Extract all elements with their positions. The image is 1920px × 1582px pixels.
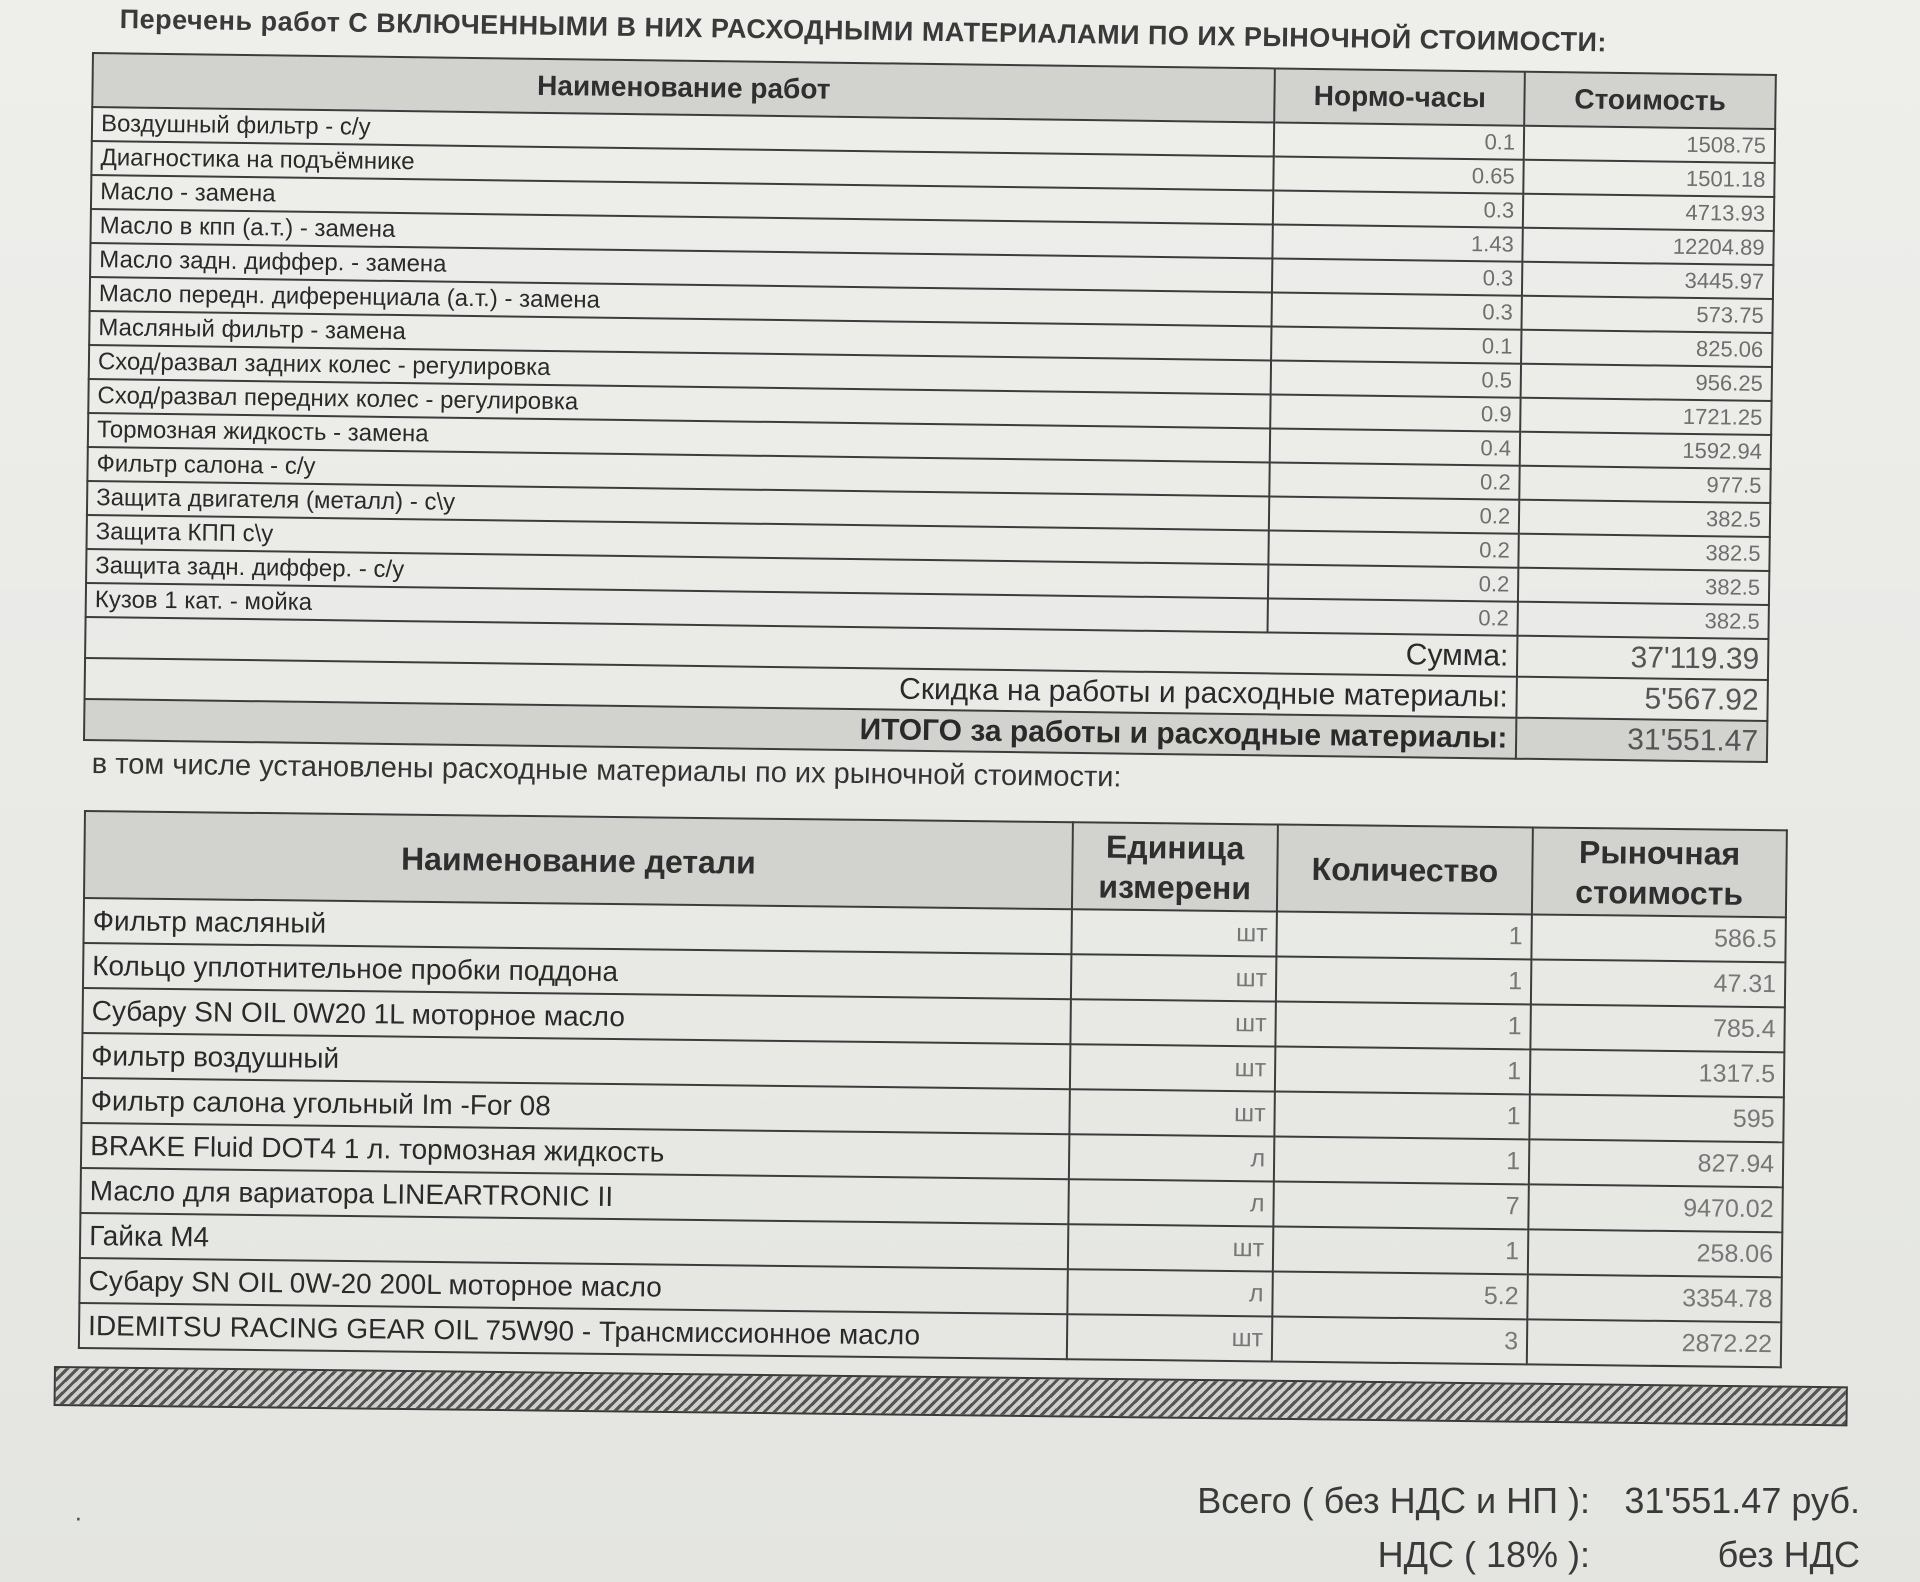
total-label: ИТОГО за работы и расходные материалы: xyxy=(84,699,1517,759)
work-name: Масло - замена xyxy=(91,175,1274,224)
document-title: Перечень работ С ВКЛЮЧЕННЫМИ В НИХ РАСХОДНЫМИ МАТЕРИАЛАМИ ПО ИХ РЫНОЧНОЙ СТОИМОСТИ: xyxy=(119,4,1608,58)
work-cost: 1721.25 xyxy=(1520,398,1771,435)
work-cost: 977.5 xyxy=(1519,466,1770,503)
work-name: Защита КПП с\у xyxy=(86,515,1269,564)
part-cost: 3354.78 xyxy=(1527,1274,1781,1322)
work-hours: 0.1 xyxy=(1274,122,1524,159)
vat-row xyxy=(1100,1528,1860,1582)
work-hours: 0.3 xyxy=(1272,258,1522,295)
parts-header-name: Наименование детали xyxy=(84,811,1073,909)
part-cost: 1317.5 xyxy=(1530,1049,1784,1097)
part-qty: 7 xyxy=(1273,1182,1528,1230)
part-unit: шт xyxy=(1070,999,1275,1046)
parts-header-cost: Рыночная стоимость xyxy=(1532,827,1787,917)
part-cost: 258.06 xyxy=(1528,1229,1782,1277)
part-qty: 1 xyxy=(1274,1092,1529,1140)
part-name: Субару SN OIL 0W-20 200L моторное масло xyxy=(79,1258,1067,1314)
part-qty: 3 xyxy=(1272,1317,1527,1365)
part-name: Кольцо уплотнительное пробки поддона xyxy=(83,943,1071,999)
part-unit: шт xyxy=(1071,909,1276,956)
part-cost: 595 xyxy=(1529,1094,1783,1142)
sum-value: 37'119.39 xyxy=(1517,636,1768,680)
part-qty: 1 xyxy=(1276,957,1531,1005)
part-name: IDEMITSU RACING GEAR OIL 75W90 - Трансмиссионное масло xyxy=(79,1303,1067,1359)
parts-table xyxy=(78,810,1788,1368)
grand-total-row xyxy=(1100,1474,1860,1528)
part-cost: 586.5 xyxy=(1531,914,1785,962)
part-unit: л xyxy=(1067,1269,1272,1316)
part-unit: шт xyxy=(1069,1089,1274,1136)
part-name: Фильтр масляный xyxy=(83,898,1071,954)
work-cost: 382.5 xyxy=(1518,602,1769,639)
part-qty: 1 xyxy=(1275,1002,1530,1050)
work-cost: 3445.97 xyxy=(1522,262,1773,299)
part-unit: шт xyxy=(1071,954,1276,1001)
work-hours: 0.3 xyxy=(1273,190,1523,227)
work-cost: 573.75 xyxy=(1522,296,1773,333)
work-name: Защита двигателя (металл) - с\у xyxy=(87,481,1270,530)
part-name: Фильтр воздушный xyxy=(82,1033,1070,1089)
work-name: Масло в кпп (а.т.) - замена xyxy=(90,209,1273,258)
work-hours: 0.1 xyxy=(1272,326,1522,363)
part-name: Фильтр салона угольный Im -For 08 xyxy=(81,1078,1069,1134)
work-hours: 0.2 xyxy=(1268,564,1518,601)
part-unit: л xyxy=(1068,1179,1273,1226)
part-cost: 47.31 xyxy=(1531,959,1785,1007)
work-hours: 0.4 xyxy=(1270,428,1520,465)
work-hours: 1.43 xyxy=(1273,224,1523,261)
work-name: Кузов 1 кат. - мойка xyxy=(86,583,1269,632)
work-cost: 1592.94 xyxy=(1520,432,1771,469)
part-cost: 9470.02 xyxy=(1528,1184,1782,1232)
work-cost: 825.06 xyxy=(1521,330,1772,367)
part-unit: шт xyxy=(1067,1314,1272,1361)
parts-header-qty: Количество xyxy=(1277,825,1533,915)
grand-total-value: 31'551.47 руб. xyxy=(1624,1480,1860,1521)
work-cost: 4713.93 xyxy=(1523,194,1774,231)
work-name: Сход/развал передних колес - регулировка xyxy=(88,379,1271,428)
part-qty: 5.2 xyxy=(1272,1272,1527,1320)
part-name: Субару SN OIL 0W20 1L моторное масло xyxy=(82,988,1070,1044)
work-cost: 382.5 xyxy=(1518,568,1769,605)
work-cost: 956.25 xyxy=(1521,364,1772,401)
work-cost: 382.5 xyxy=(1519,534,1770,571)
part-unit: л xyxy=(1069,1134,1274,1181)
sum-label: Сумма: xyxy=(85,617,1518,677)
part-name: Масло для вариатора LINEARTRONIC II xyxy=(80,1168,1068,1224)
part-unit: шт xyxy=(1070,1044,1275,1091)
total-value: 31'551.47 xyxy=(1516,718,1767,762)
hatched-footer-bar xyxy=(54,1366,1848,1426)
work-hours: 0.2 xyxy=(1270,462,1520,499)
part-qty: 1 xyxy=(1273,1227,1528,1275)
work-name: Воздушный фильтр - с/у xyxy=(92,107,1275,156)
discount-value: 5'567.92 xyxy=(1517,677,1768,721)
part-name: BRAKE Fluid DOT4 1 л. тормозная жидкость xyxy=(81,1123,1069,1179)
part-unit: шт xyxy=(1068,1224,1273,1271)
work-hours: 0.65 xyxy=(1274,156,1524,193)
work-name: Масло задн. диффер. - замена xyxy=(90,243,1273,292)
work-hours: 0.2 xyxy=(1268,598,1518,635)
work-name: Тормозная жидкость - замена xyxy=(88,413,1271,462)
parts-header-unit: Единица измерени xyxy=(1072,822,1278,911)
work-cost: 1508.75 xyxy=(1524,126,1775,163)
part-cost: 2872.22 xyxy=(1527,1319,1781,1367)
work-name: Защита задн. диффер. - с/у xyxy=(86,549,1269,598)
part-name: Гайка М4 xyxy=(80,1213,1068,1269)
works-header-hours: Нормо-часы xyxy=(1275,68,1525,125)
work-name: Масло передн. диференциала (а.т.) - замена xyxy=(90,277,1273,326)
work-name: Сход/развал задних колес - регулировка xyxy=(89,345,1272,394)
vat-value: без НДС xyxy=(1717,1534,1860,1575)
work-name: Масляный фильтр - замена xyxy=(89,311,1272,360)
work-hours: 0.3 xyxy=(1272,292,1522,329)
grand-total-label: Всего ( без НДС и НП ): xyxy=(1197,1480,1590,1521)
work-cost: 12204.89 xyxy=(1523,228,1774,265)
part-qty: 1 xyxy=(1276,912,1531,960)
works-header-name: Наименование работ xyxy=(92,53,1275,122)
materials-subtitle: в том числе установлены расходные материалы по их рыночной стоимости: xyxy=(91,748,1122,794)
part-cost: 785.4 xyxy=(1530,1004,1784,1052)
works-table xyxy=(83,52,1777,763)
work-cost: 1501.18 xyxy=(1523,160,1774,197)
part-cost: 827.94 xyxy=(1529,1139,1783,1187)
work-hours: 0.2 xyxy=(1269,530,1519,567)
work-hours: 0.9 xyxy=(1271,394,1521,431)
vat-label: НДС ( 18% ): xyxy=(1377,1534,1590,1575)
work-hours: 0.2 xyxy=(1269,496,1519,533)
stray-mark: · xyxy=(74,1502,83,1532)
work-cost: 382.5 xyxy=(1519,500,1770,537)
work-name: Диагностика на подъёмнике xyxy=(91,141,1274,190)
works-header-cost: Стоимость xyxy=(1524,72,1775,129)
work-name: Фильтр салона - с/у xyxy=(87,447,1270,496)
discount-label: Скидка на работы и расходные материалы: xyxy=(85,658,1518,718)
part-qty: 1 xyxy=(1275,1047,1530,1095)
work-hours: 0.5 xyxy=(1271,360,1521,397)
grand-totals xyxy=(1100,1474,1860,1582)
part-qty: 1 xyxy=(1274,1137,1529,1185)
